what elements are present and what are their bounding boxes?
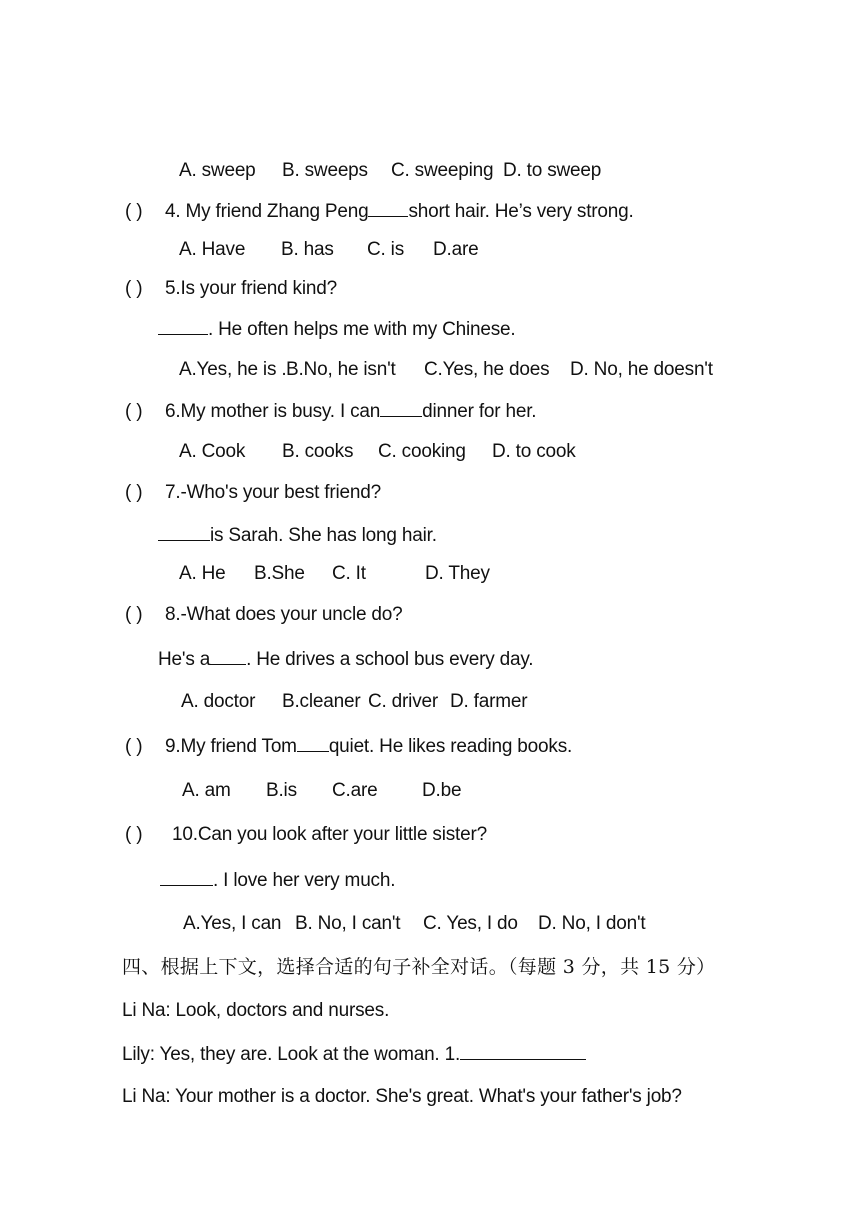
q6-text-after: dinner for her.	[422, 401, 537, 422]
q4-option-a: A. Have	[179, 239, 246, 260]
answer-blank[interactable]	[210, 647, 246, 665]
answer-blank[interactable]	[460, 1042, 586, 1060]
q8-question	[125, 603, 403, 627]
answer-paren[interactable]: ( )	[125, 824, 143, 845]
q8-answer-before: He's a	[158, 649, 211, 670]
q8-text: 8.-What does your uncle do?	[165, 604, 403, 625]
q7-options	[179, 562, 490, 586]
q10-option-a: A.Yes, I can	[183, 913, 282, 934]
dialogue-line: Li Na: Look, doctors and nurses.	[122, 1000, 390, 1021]
q9-option-a: A. am	[182, 780, 231, 801]
q5-option-c: C.Yes, he does	[424, 359, 550, 380]
q7-option-d: D. They	[425, 563, 490, 584]
q4-option-d: D.are	[433, 239, 479, 260]
q5-answer-text: . He often helps me with my Chinese.	[208, 319, 516, 340]
dialogue-line	[122, 1042, 586, 1067]
answer-paren[interactable]: ( )	[125, 278, 143, 299]
q5-option-d: D. No, he doesn't	[570, 359, 713, 380]
q10-text: 10.Can you look after your little sister?	[172, 824, 487, 845]
answer-paren[interactable]: ( )	[125, 736, 143, 757]
q7-option-c: C. It	[332, 563, 366, 584]
q7-question	[125, 481, 381, 505]
q7-answer-text: is Sarah. She has long hair.	[210, 525, 437, 546]
q3-options	[179, 159, 601, 183]
q8-option-a: A. doctor	[181, 691, 256, 712]
q9-option-d: D.be	[422, 780, 462, 801]
section-4-heading: 四、根据上下文，选择合适的句子补全对话。（每题 3 分，共 15 分）	[122, 956, 716, 978]
q4-text-before: 4. My friend Zhang Peng	[165, 201, 369, 222]
q9-options	[182, 779, 461, 803]
q8-option-c: C. driver	[368, 691, 438, 712]
q4-question	[125, 199, 634, 224]
dialogue-line: Li Na: Your mother is a doctor. She's great. What's your father's job?	[122, 1086, 682, 1107]
q5-options	[179, 358, 713, 382]
answer-paren[interactable]: ( )	[125, 401, 143, 422]
answer-blank[interactable]	[380, 399, 422, 417]
q3-option-a: A. sweep	[179, 160, 256, 181]
q9-option-c: C.are	[332, 780, 378, 801]
q9-option-b: B.is	[266, 780, 297, 801]
q8-options	[181, 690, 527, 714]
answer-blank[interactable]	[368, 199, 408, 217]
q5-text: 5.Is your friend kind?	[165, 278, 337, 299]
q10-option-b: B. No, I can't	[295, 913, 401, 934]
answer-paren[interactable]: ( )	[125, 201, 143, 222]
q4-option-b: B. has	[281, 239, 334, 260]
q6-option-a: A. Cook	[179, 441, 246, 462]
q8-answer-after: . He drives a school bus every day.	[246, 649, 534, 670]
q8-option-d: D. farmer	[450, 691, 528, 712]
q5-question	[125, 277, 337, 301]
q3-option-c: C. sweeping	[391, 160, 494, 181]
q6-option-d: D. to cook	[492, 441, 576, 462]
q9-text-before: 9.My friend Tom	[165, 736, 297, 757]
q6-question	[125, 399, 536, 424]
q7-option-b: B.She	[254, 563, 305, 584]
q7-answer	[158, 523, 437, 548]
answer-blank[interactable]	[160, 868, 213, 886]
q5-answer	[158, 317, 516, 342]
q4-text-after: short hair. He’s very strong.	[408, 201, 634, 222]
q10-question	[125, 823, 487, 847]
q8-option-b: B.cleaner	[282, 691, 361, 712]
answer-paren[interactable]: ( )	[125, 604, 143, 625]
q5-option-b: B.No, he isn't	[286, 359, 396, 380]
q4-option-c: C. is	[367, 239, 405, 260]
q4-options	[179, 238, 478, 262]
q7-option-a: A. He	[179, 563, 226, 584]
q10-answer	[160, 868, 395, 893]
answer-blank[interactable]	[297, 734, 329, 752]
q8-answer	[158, 647, 533, 672]
q6-text-before: 6.My mother is busy. I can	[165, 401, 381, 422]
q10-answer-text: . I love her very much.	[213, 870, 396, 891]
q7-text: 7.-Who's your best friend?	[165, 482, 381, 503]
q3-option-d: D. to sweep	[503, 160, 602, 181]
q10-option-d: D. No, I don't	[538, 913, 646, 934]
answer-paren[interactable]: ( )	[125, 482, 143, 503]
q6-option-b: B. cooks	[282, 441, 354, 462]
answer-blank[interactable]	[158, 523, 210, 541]
q5-option-a: A.Yes, he is .	[179, 359, 287, 380]
q10-options	[183, 912, 646, 936]
q6-options	[179, 440, 576, 464]
q10-option-c: C. Yes, I do	[423, 913, 518, 934]
q6-option-c: C. cooking	[378, 441, 466, 462]
q3-option-b: B. sweeps	[282, 160, 368, 181]
q9-question	[125, 734, 572, 759]
answer-blank[interactable]	[158, 317, 208, 335]
dialogue-line-text: Lily: Yes, they are. Look at the woman. 1.	[122, 1044, 461, 1065]
q9-text-after: quiet. He likes reading books.	[328, 736, 573, 757]
